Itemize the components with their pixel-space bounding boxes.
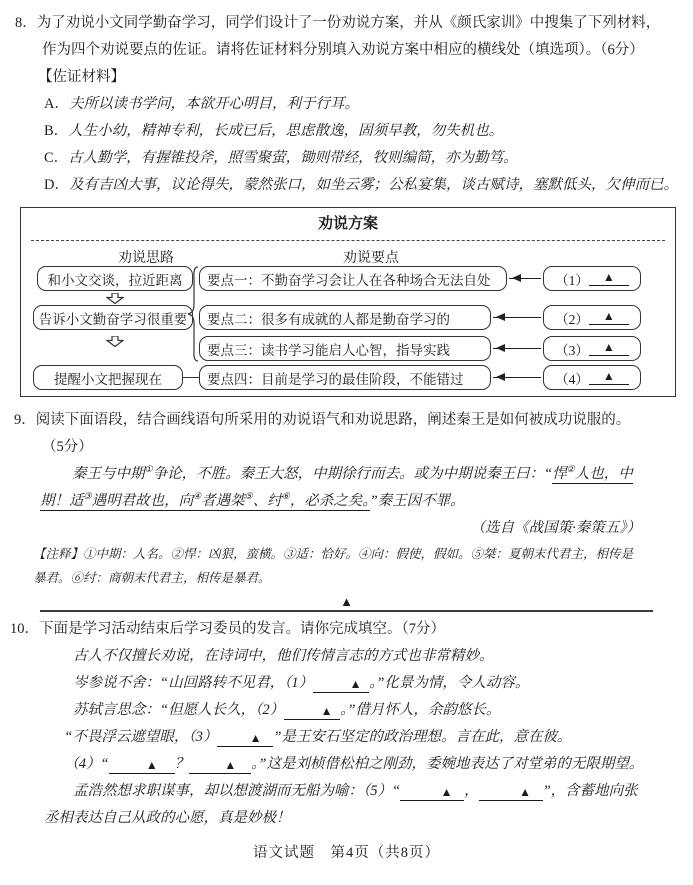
left-arrow-icon (493, 377, 541, 378)
speech-text: 。”化景为情，令人动容。 (369, 675, 530, 691)
q8-option-a-text: 夫所以读书学问，本欲开心明目，利于行耳。 (68, 96, 359, 112)
q8-option-c (0, 145, 693, 172)
q9-passage-line2 (0, 488, 693, 515)
blank-label: （2） (555, 311, 589, 327)
q9-passage-line1 (0, 461, 693, 488)
speech-text: 。”借月怀人，余韵悠长。 (340, 702, 501, 718)
q9-notes-line2: 暴君。⑥纣：商朝末代君主，相传是暴君。 (33, 571, 271, 585)
question-9 (0, 407, 693, 612)
q10-line4 (0, 724, 693, 751)
blank-label: （1） (555, 272, 589, 288)
speech-text: ， (464, 783, 479, 799)
scheme-point-2: 要点二：很多有成就的人都是勤奋学习的 (199, 305, 491, 330)
q10-stem-text: 下面是学习活动结束后学习委员的发言。请你完成填空。（7分） (39, 621, 445, 637)
q10-line5 (0, 751, 693, 778)
blank-label: （3） (555, 342, 589, 358)
passage-text: 悍 (552, 466, 567, 482)
speech-text: ？ (174, 756, 190, 772)
answer-blank: ▲ (589, 310, 629, 325)
answer-blank: ▲ (284, 705, 340, 720)
scheme-step-2: 告诉小文勤奋学习很重要 (33, 305, 193, 330)
passage-text: 者遇桀 (201, 493, 245, 509)
left-arrow-icon (509, 278, 541, 279)
note-ref: ① (144, 464, 153, 475)
passage-text: 期！适 (40, 493, 84, 509)
scheme-title: 劝说方案 (317, 216, 378, 232)
question-10 (0, 616, 693, 832)
answer-blank: ▲ (109, 759, 175, 774)
scheme-blank-3 (543, 336, 641, 361)
q9-source: （选自《战国策·秦策五》） (470, 520, 641, 536)
underlined-text (552, 466, 633, 484)
scheme-point-1: 要点一：不勤奋学习会让人在各种场合无法自处 (199, 266, 507, 291)
note-ref: ④ (193, 491, 202, 502)
scheme-step-1: 和小文交谈，拉近距离 (37, 266, 193, 291)
question-8 (0, 10, 693, 397)
scheme-left-header: 劝说思路 (118, 251, 174, 266)
left-arrow-icon (493, 348, 541, 349)
passage-text: 争论，不胜。秦王大怒，中期徐行而去。或为中期说秦王曰：“ (152, 466, 553, 482)
q8-option-d (0, 172, 693, 199)
q9-number: 9． (14, 412, 36, 428)
q9-stem (0, 407, 693, 434)
speech-text: 苏轼言思念：“但愿人长久，（2） (73, 702, 285, 718)
q8-materials-header: 【佐证材料】 (38, 69, 125, 85)
scheme-blank-2 (543, 305, 641, 330)
q8-option-b (0, 118, 693, 145)
passage-text: ”秦王因不罪。 (369, 493, 465, 509)
passage-text: 遇明君故也，向 (91, 493, 194, 509)
q10-line1: 古人不仅擅长劝说，在诗词中，他们传情言志的方式也非常精妙。 (73, 648, 494, 664)
q8-option-a (0, 91, 693, 118)
answer-blank: ▲ (217, 732, 273, 747)
q10-number: 10． (10, 621, 39, 637)
answer-blank: ▲ (400, 786, 464, 801)
note-ref: ⑥ (281, 491, 290, 502)
scheme-step-3: 提醒小文把握现在 (33, 365, 183, 390)
answer-blank: ▲ (589, 341, 629, 356)
q10-line2 (0, 670, 693, 697)
answer-blank: ▲ (479, 786, 543, 801)
passage-text: 人也，中 (574, 466, 633, 482)
speech-text: ”是王安石坚定的政治理想。言在此，意在彼。 (273, 729, 572, 745)
q8-number: 8． (15, 15, 37, 31)
q8-option-a-label: A． (44, 96, 69, 112)
q8-option-c-label: C． (44, 150, 69, 166)
line-connector (183, 377, 199, 378)
answer-blank: ▲ (589, 271, 629, 286)
q10-line6 (0, 778, 693, 805)
note-ref: ⑤ (244, 491, 253, 502)
q8-option-d-label: D． (44, 177, 69, 193)
answer-blank: ▲ (589, 370, 629, 385)
blank-label: （4） (555, 371, 589, 387)
q8-option-b-label: B． (44, 123, 69, 139)
scheme-divider (31, 240, 665, 241)
speech-text: “不畏浮云遮望眼，（3） (64, 729, 218, 745)
scheme-blank-1 (543, 266, 641, 291)
speech-text: ”，含蓄地向张 (542, 783, 638, 799)
scheme-point-3: 要点三：读书学习能启人心智，指导实践 (199, 336, 491, 361)
q8-option-b-text: 人生小幼，精神专利，长成已后，思虑散逸，固须早教，勿失机也。 (68, 123, 504, 139)
note-ref: ③ (83, 491, 92, 502)
speech-text: 。”这是刘桢借松柏之刚劲，委婉地表达了对堂弟的无限期望。 (251, 756, 644, 772)
down-arrow-icon (106, 293, 124, 304)
passage-text: 秦王与中期 (72, 466, 145, 482)
left-arrow-icon (493, 317, 541, 318)
q8-stem-line2: 作为四个劝说要点的佐证。请将佐证材料分别填入劝说方案中相应的横线处（填选项）。（6分） (42, 42, 644, 58)
scheme-point-4: 要点四：目前是学习的最佳阶段，不能错过 (199, 365, 491, 390)
down-arrow-icon (106, 336, 124, 347)
answer-blank: ▲ (313, 678, 369, 693)
q9-notes-line1: 【注释】①中期：人名。②悍：凶狠，蛮横。③适：恰好。④向：假使，假如。⑤桀：夏朝末代君主，相传是 (33, 547, 634, 561)
passage-text: ，必杀之矣。 (289, 493, 370, 509)
q8-stem-line1 (0, 10, 693, 37)
q8-option-d-text: 及有吉凶大事，议论得失，蒙然张口，如坐云雾；公私宴集，谈古赋诗，塞默低头，欠伸而已。 (68, 177, 678, 193)
answer-blank: ▲ (189, 759, 251, 774)
underlined-text (40, 493, 370, 511)
speech-text: （4）“ (64, 756, 109, 772)
scheme-right-header: 劝说要点 (343, 251, 399, 266)
brace-connector (187, 266, 199, 362)
persuasion-scheme-diagram (20, 207, 676, 397)
q9-score: （5分） (42, 439, 93, 455)
scheme-blank-4 (543, 365, 641, 390)
q9-answer-line (40, 592, 653, 612)
q10-stem (0, 616, 693, 643)
speech-text: 岑参说不舍：“山回路转不见君，（1） (73, 675, 314, 691)
q10-line3 (0, 697, 693, 724)
answer-mark: ▲ (340, 594, 353, 609)
q8-option-c-text: 古人勤学，有握锥投斧，照雪聚萤，锄则带经，牧则编简，亦为勤笃。 (68, 150, 518, 166)
speech-text: 孟浩然想求职谋事，却以想渡湖而无船为喻：（5）“ (73, 783, 401, 799)
q9-stem-text: 阅读下面语段，结合画线语句所采用的劝说语气和劝说思路，阐述秦王是如何被成功说服的。 (35, 412, 631, 428)
note-ref: ② (566, 464, 575, 475)
page-footer: 语文试题 第4页（共8页） (253, 845, 440, 861)
q10-line7: 丞相表达自己从政的心愿，真是妙极！ (44, 810, 291, 826)
q8-stem-text1: 为了劝说小文同学勤奋学习，同学们设计了一份劝说方案，并从《颜氏家训》中搜集了下列材料， (36, 15, 661, 31)
passage-text: 、纣 (252, 493, 282, 509)
